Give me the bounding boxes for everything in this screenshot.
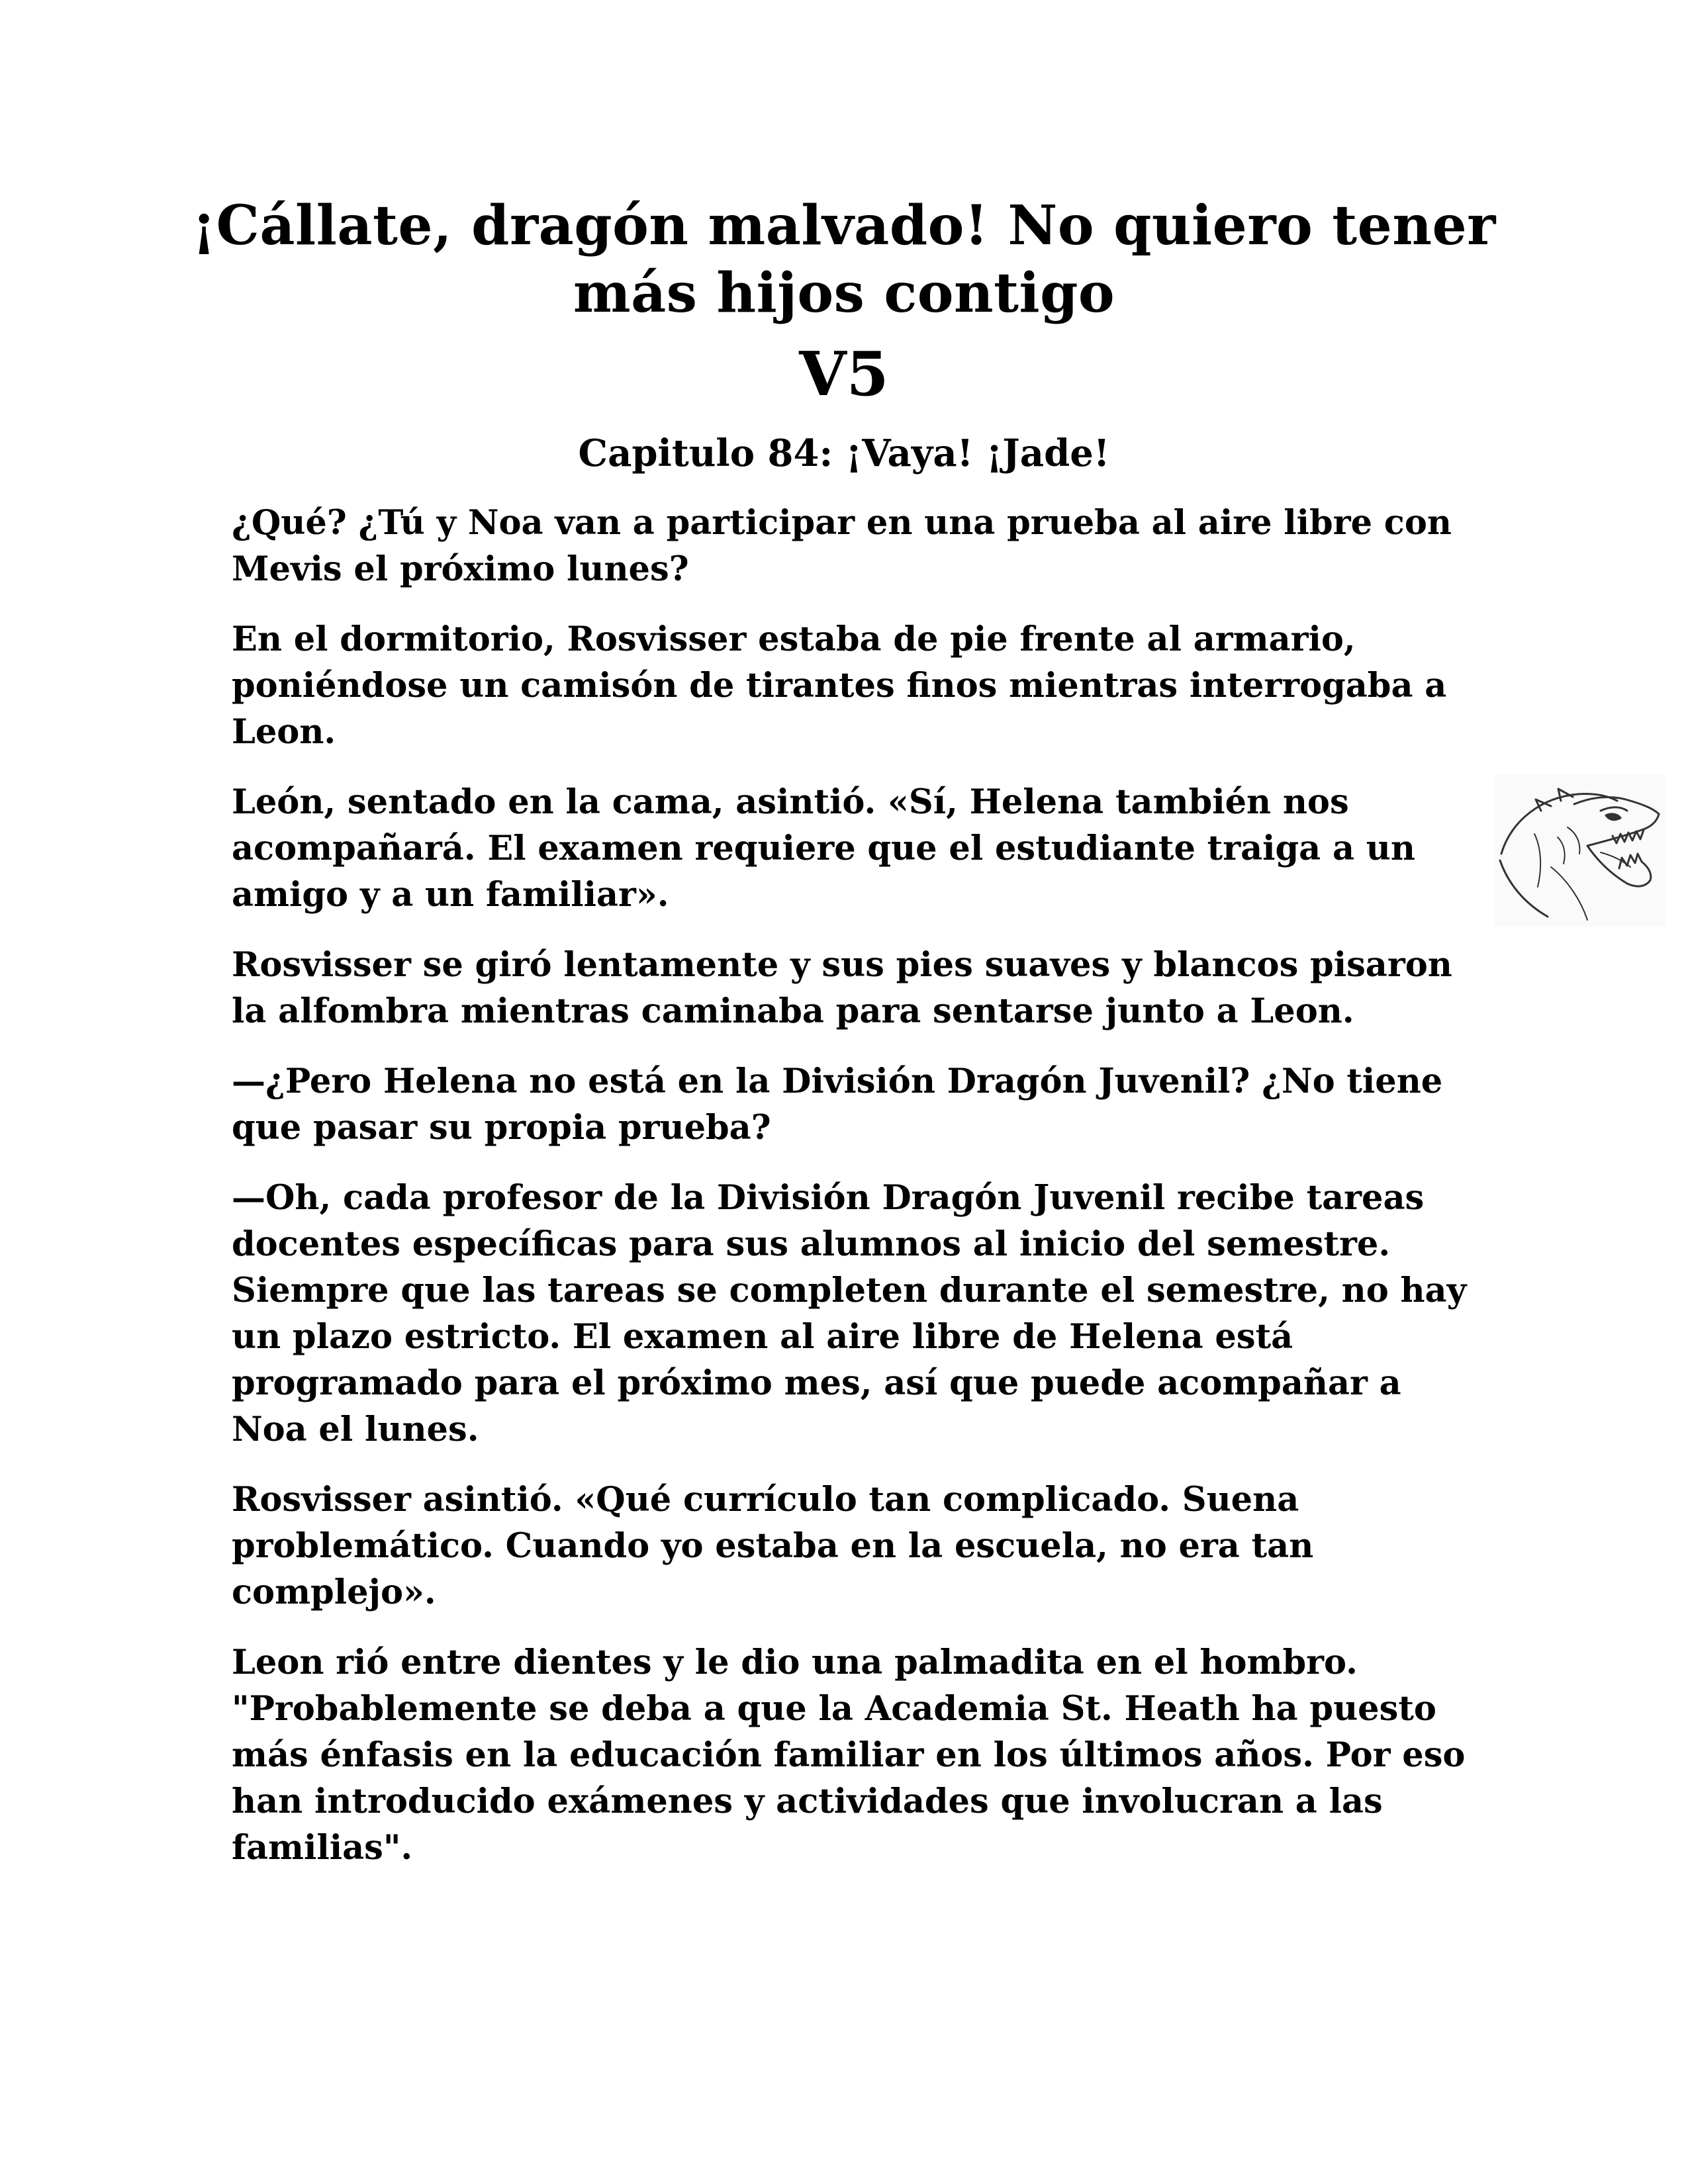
volume-label: V5 xyxy=(799,338,889,410)
paragraph: Rosvisser asintió. «Qué currículo tan complicado. Suena problemático. Cuando yo estaba en la escuela, no era tan complejo». xyxy=(232,1480,1314,1612)
paragraph: —¿Pero Helena no está en la División Dragón Juvenil? ¿No tiene que pasar su propia prueba? xyxy=(232,1062,1443,1148)
paragraph: —Oh, cada profesor de la División Dragón Juvenil recibe tareas docentes específicas para sus alumnos al inicio del semestre. Siempre que las tareas se completen durante el semestre, no hay un plazo estricto. El examen al aire libre de Helena está programado para el próximo mes, así que puede acompañar a Noa el lunes. xyxy=(232,1178,1467,1449)
paragraph: León, sentado en la cama, asintió. «Sí, Helena también nos acompañará. El examen requiere que el estudiante traiga a un amigo y a un familiar». xyxy=(232,782,1415,915)
paragraph: Leon rió entre dientes y le dio una palmadita en el hombro. "Probablemente se deba a que la Academia St. Heath ha puesto más énfasis en la educación familiar en los últimos años. Por eso han introducido exámenes y actividades que involucran a las familias". xyxy=(232,1643,1466,1868)
chapter-heading: Capitulo 84: ¡Vaya! ¡Jade! xyxy=(578,432,1110,475)
dragon-head-sketch-icon xyxy=(1495,774,1665,927)
paragraph: ¿Qué? ¿Tú y Noa van a participar en una prueba al aire libre con Mevis el próximo lunes? xyxy=(232,503,1452,589)
paragraph: Rosvisser se giró lentamente y sus pies suaves y blancos pisaron la alfombra mientras caminaba para sentarse junto a Leon. xyxy=(232,945,1452,1031)
document-title: ¡Cállate, dragón malvado! No quiero tener más hijos contigo xyxy=(192,194,1496,325)
chapter-body xyxy=(232,500,1476,1895)
paragraph: En el dormitorio, Rosvisser estaba de pie frente al armario, poniéndose un camisón de tirantes finos mientras interrogaba a Leon. xyxy=(232,619,1447,752)
